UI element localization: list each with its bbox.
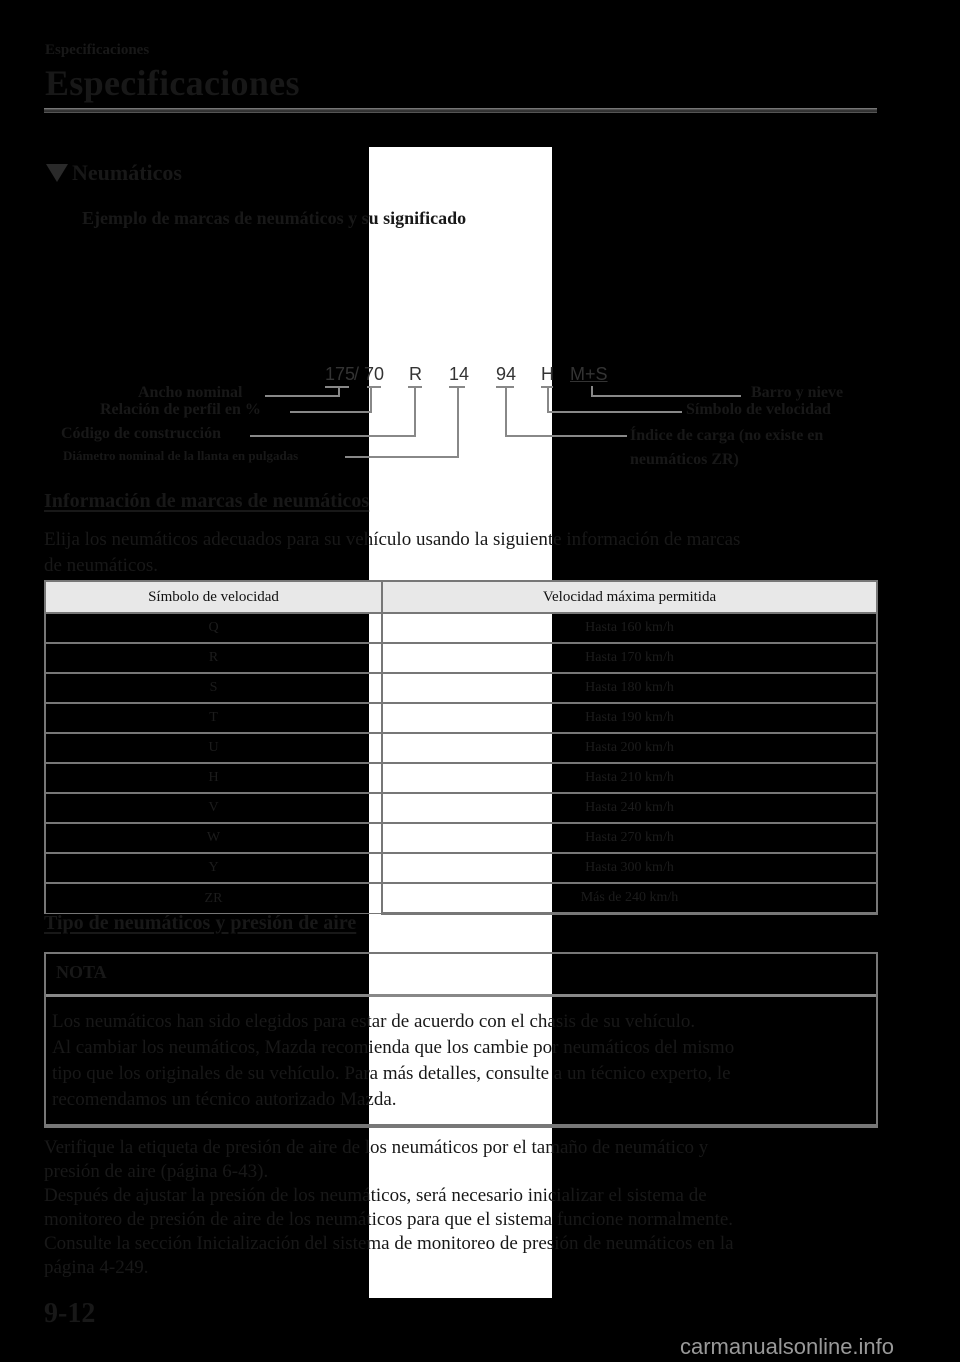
table-row — [45, 823, 877, 853]
note-line: recomendamos un técnico autorizado Mazda. — [52, 1089, 397, 1110]
speed-symbol: Y — [45, 853, 382, 883]
tire-mud-snow-code: M+S — [570, 364, 608, 384]
table-row — [45, 883, 877, 914]
body-line: Verifique la etiqueta de presión de aire de los neumáticos por el tamaño de neumático y — [44, 1137, 709, 1158]
label-simbolo-velocidad: Símbolo de velocidad — [686, 401, 831, 418]
speed-symbol: Q — [45, 613, 382, 643]
max-speed: Hasta 160 km/h — [382, 613, 877, 643]
speed-symbol: ZR — [45, 883, 382, 914]
speed-symbol: H — [45, 763, 382, 793]
table-row — [45, 703, 877, 733]
pressure-heading: Tipo de neumáticos y presión de aire — [44, 912, 357, 934]
body-line: Consulte la sección Inicialización del sistema de monitoreo de presión de neumáticos en la — [44, 1233, 734, 1254]
max-speed: Hasta 210 km/h — [382, 763, 877, 793]
section-title-text: Neumáticos — [72, 160, 182, 185]
tire-speed-code: H — [541, 364, 554, 384]
tire-load-code: 94 — [496, 364, 517, 384]
tire-slash: / — [354, 364, 360, 384]
speed-symbol: S — [45, 673, 382, 703]
info-heading: Información de marcas de neumáticos — [44, 490, 370, 512]
tire-rim-code: 14 — [449, 364, 470, 384]
watermark: carmanualsonline.info — [680, 1334, 895, 1359]
label-codigo-construccion: Código de construcción — [61, 425, 221, 442]
note-line: Al cambiar los neumáticos, Mazda recomienda que los cambie por neumáticos del mismo — [52, 1037, 735, 1058]
table-row — [45, 643, 877, 673]
body-line: Después de ajustar la presión de los neumáticos, será necesario inicializar el sistema de — [44, 1185, 707, 1206]
body-line: presión de aire (página 6-43). — [44, 1161, 269, 1182]
info-paragraph-line1: Elija los neumáticos adecuados para su vehículo usando la siguiente información de marcas — [44, 529, 741, 550]
max-speed: Hasta 170 km/h — [382, 643, 877, 673]
table-row — [45, 793, 877, 823]
label-indice-carga-line2: neumáticos ZR) — [630, 451, 739, 468]
speed-symbol: U — [45, 733, 382, 763]
label-ancho-nominal: Ancho nominal — [138, 384, 243, 401]
table-row — [45, 673, 877, 703]
max-speed: Más de 240 km/h — [382, 883, 877, 914]
label-indice-carga: Índice de carga (no existe en — [630, 427, 824, 444]
section-title — [46, 160, 182, 186]
header-divider — [44, 108, 877, 113]
speed-symbol-table — [44, 580, 878, 915]
speed-symbol: R — [45, 643, 382, 673]
down-triangle-icon — [46, 164, 68, 182]
max-speed: Hasta 270 km/h — [382, 823, 877, 853]
body-line: monitoreo de presión de aire de los neumáticos para que el sistema funcione normalmente. — [44, 1209, 734, 1230]
column-header-max-speed: Velocidad máxima permitida — [382, 581, 877, 613]
tire-construction-code: R — [409, 364, 422, 384]
page-number: 9-12 — [44, 1298, 96, 1329]
speed-symbol: W — [45, 823, 382, 853]
tire-width-code: 175 — [325, 364, 356, 384]
table-header-row — [45, 581, 877, 613]
max-speed: Hasta 180 km/h — [382, 673, 877, 703]
table-row — [45, 733, 877, 763]
note-title: NOTA — [56, 962, 107, 982]
body-line: página 4-249. — [44, 1257, 149, 1278]
speed-symbol: T — [45, 703, 382, 733]
label-barro-nieve: Barro y nieve — [751, 384, 844, 401]
column-header-symbol: Símbolo de velocidad — [45, 581, 382, 613]
note-line: Los neumáticos han sido elegidos para estar de acuerdo con el chasis de su vehículo. — [52, 1011, 696, 1032]
table-row — [45, 853, 877, 883]
info-paragraph-line2: de neumáticos. — [44, 555, 158, 576]
tire-aspect-code: 70 — [364, 364, 385, 384]
page-title: Especificaciones — [45, 63, 300, 103]
max-speed: Hasta 300 km/h — [382, 853, 877, 883]
max-speed: Hasta 190 km/h — [382, 703, 877, 733]
table-row — [45, 763, 877, 793]
breadcrumb: Especificaciones — [45, 42, 150, 58]
table-row — [45, 613, 877, 643]
label-relacion-perfil: Relación de perfil en % — [100, 401, 261, 418]
max-speed: Hasta 240 km/h — [382, 793, 877, 823]
speed-symbol: V — [45, 793, 382, 823]
label-diametro-llanta: Diámetro nominal de la llanta en pulgadas — [63, 448, 299, 463]
diagram-title: Ejemplo de marcas de neumáticos y su significado — [82, 208, 467, 228]
note-line: tipo que los originales de su vehículo. Para más detalles, consulte a un técnico experto, le — [52, 1063, 731, 1084]
max-speed: Hasta 200 km/h — [382, 733, 877, 763]
note-header — [46, 954, 876, 997]
